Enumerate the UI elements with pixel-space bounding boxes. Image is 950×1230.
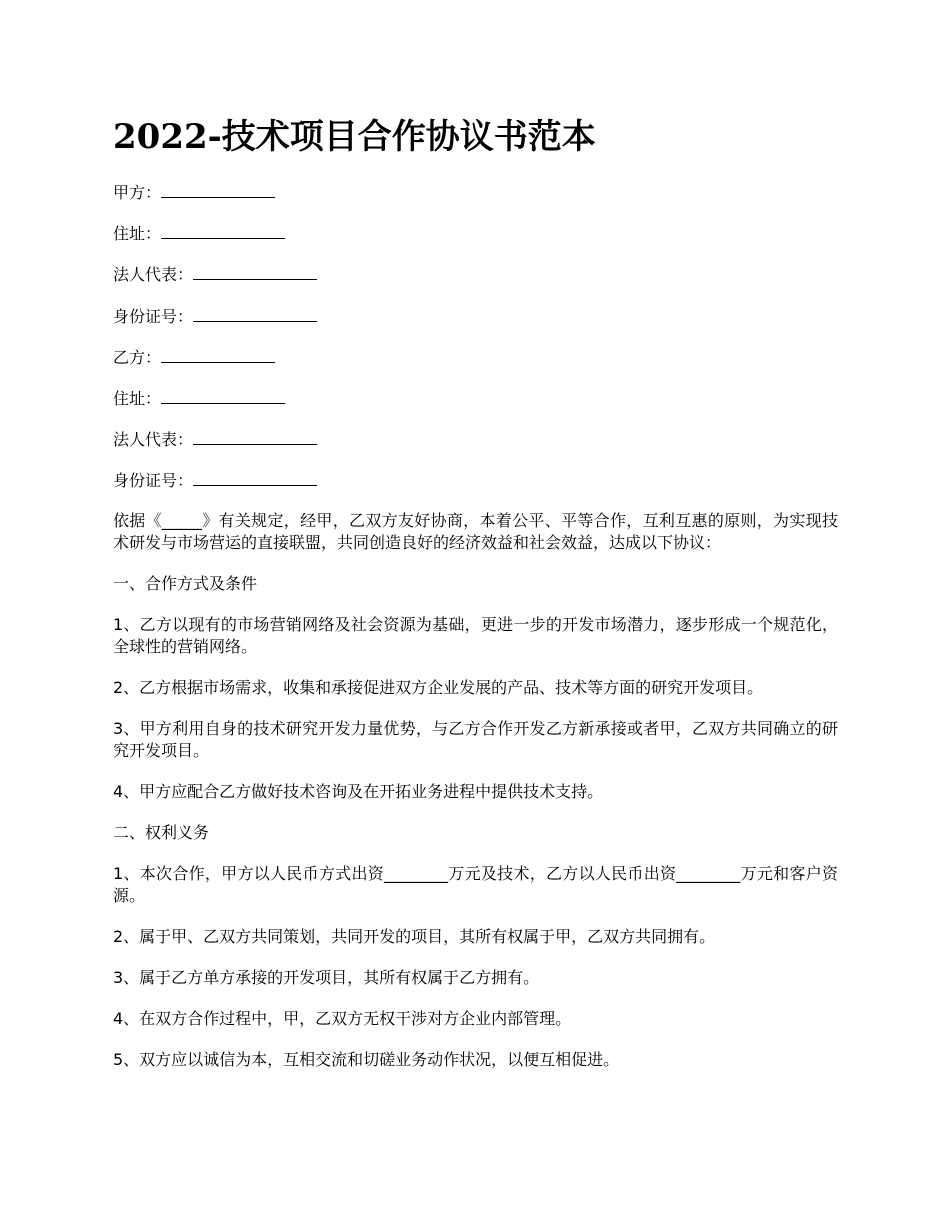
clause-paragraph: 4、在双方合作过程中，甲，乙双方无权干涉对方企业内部管理。	[113, 1008, 572, 1028]
document-title: 2022-技术项目合作协议书范本	[113, 117, 596, 157]
field-label: 住址：	[113, 388, 162, 408]
party-a-legal-rep-field	[113, 262, 838, 284]
fill-in-blank	[161, 221, 285, 239]
party-b-name-field	[113, 345, 838, 367]
fill-in-blank	[161, 386, 285, 404]
field-label: 住址：	[113, 224, 162, 244]
field-label: 法人代表：	[113, 430, 194, 450]
clause-paragraph: 2、乙方根据市场需求，收集和承接促进双方企业发展的产品、技术等方面的研究开发项目。	[113, 677, 764, 697]
fill-in-blank	[193, 262, 317, 280]
clause-paragraph: 2、属于甲、乙双方共同策划，共同开发的项目，其所有权属于甲，乙双方共同拥有。	[113, 926, 716, 946]
fill-in-blank	[193, 304, 317, 322]
clause-paragraph: 1、乙方以现有的市场营销网络及社会资源为基础，更进一步的开发市场潜力，逐步形成一个规范化，全球性的营销网络。	[113, 614, 838, 656]
party-b-id-number-field	[113, 468, 838, 490]
fill-in-blank	[193, 468, 317, 486]
party-b-address-field	[113, 386, 838, 408]
clause-paragraph: 3、甲方利用自身的技术研究开发力量优势，与乙方合作开发乙方新承接或者甲，乙双方共同确立的研究开发项目。	[113, 718, 838, 760]
clause-paragraph: 1、本次合作，甲方以人民币方式出资________万元及技术，乙方以人民币出资________万元和客户资源。	[113, 863, 838, 905]
party-a-address-field	[113, 221, 838, 243]
party-a-name-field	[113, 180, 838, 202]
fill-in-blank	[161, 180, 275, 198]
field-label: 法人代表：	[113, 265, 194, 285]
document-page	[113, 112, 838, 1090]
party-b-legal-rep-field	[113, 427, 838, 449]
clause-paragraph: 3、属于乙方单方承接的开发项目，其所有权属于乙方拥有。	[113, 967, 540, 987]
field-label: 乙方：	[113, 347, 162, 367]
field-label: 甲方：	[113, 183, 162, 202]
preamble-paragraph: 依据《_____》有关规定，经甲，乙双方友好协商，本着公平、平等合作，互利互惠的原则，为实现技术研发与市场营运的直接联盟，共同创造良好的经济效益和社会效益，达成以下协议：	[113, 510, 838, 552]
clause-paragraph: 4、甲方应配合乙方做好技术咨询及在开拓业务进程中提供技术支持。	[113, 781, 604, 801]
party-a-id-number-field	[113, 304, 838, 326]
field-label: 身份证号：	[113, 471, 194, 491]
clause-paragraph: 5、双方应以诚信为本，互相交流和切磋业务动作状况，以便互相促进。	[113, 1049, 620, 1069]
field-label: 身份证号：	[113, 306, 194, 326]
fill-in-blank	[161, 345, 275, 363]
section-heading: 一、合作方式及条件	[113, 573, 258, 593]
fill-in-blank	[193, 427, 317, 445]
section-heading: 二、权利义务	[113, 822, 210, 842]
